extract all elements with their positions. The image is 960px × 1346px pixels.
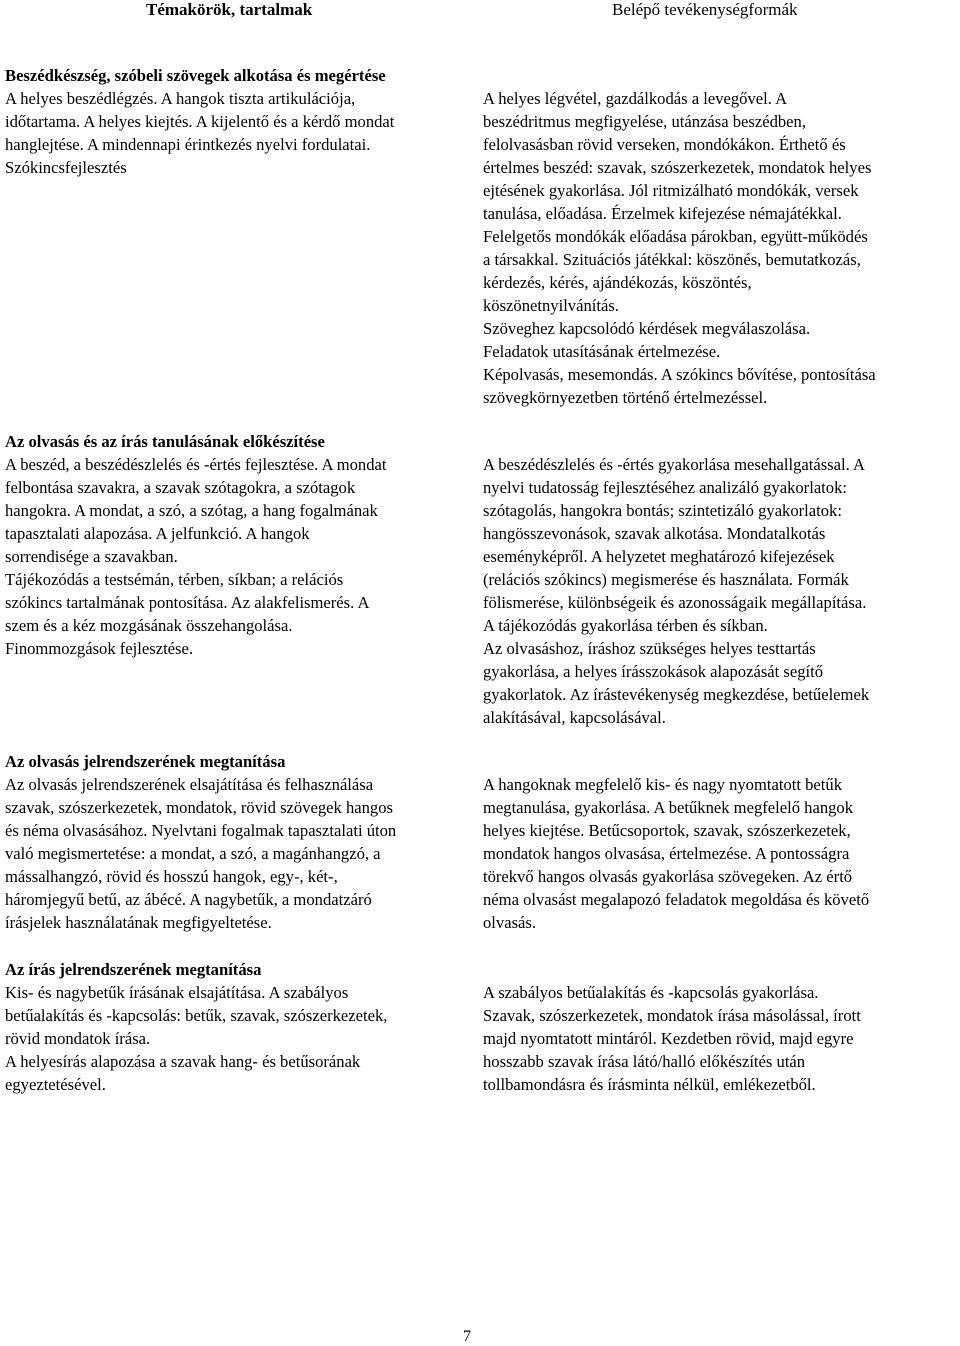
section-writing-activities — [483, 981, 957, 1096]
topic-line: mássalhangzó, rövid és hosszú hangok, egy-, két-, — [5, 867, 338, 886]
activity-line: helyes kiejtése. Betűcsoportok, szavak, szószerkezetek, — [483, 821, 851, 840]
column-header-topics: Témakörök, tartalmak — [146, 0, 313, 19]
topic-line: rövid mondatok írása. — [5, 1029, 151, 1048]
topic-line: A helyes beszédlégzés. A hangok tiszta artikulációja, — [5, 89, 356, 108]
activity-line: a társakkal. Szituációs játékkal: köszönés, bemutatkozás, — [483, 250, 861, 269]
activity-line: kérdezés, kérés, ajándékozás, köszöntés, — [483, 273, 752, 292]
topic-line: és néma olvasásához. Nyelvtani fogalmak tapasztalati úton — [5, 821, 397, 840]
activity-line: szövegkörnyezetben történő értelmezéssel. — [483, 388, 768, 407]
section-speech-topics — [5, 64, 473, 179]
topic-line: szavak, szószerkezetek, mondatok, rövid szövegek hangos — [5, 798, 393, 817]
topic-line: tapasztalati alapozása. A jelfunkció. A hangok — [5, 524, 310, 543]
activity-line: szótagolás, hangokra bontás; szintetizáló gyakorlatok: — [483, 501, 842, 520]
activity-line: A helyes légvétel, gazdálkodás a levegővel. A — [483, 89, 788, 108]
section-prep-activities — [483, 453, 957, 729]
section-reading-topics — [5, 750, 473, 934]
activity-line: beszédritmus megfigyelése, utánzása beszédben, — [483, 112, 806, 131]
topic-line: időtartama. A helyes kiejtés. A kijelentő és a kérdő mondat — [5, 112, 395, 131]
activity-line: ejtésének gyakorlása. Jól ritmizálható mondókák, versek — [483, 181, 859, 200]
activity-line: gyakorlatok. Az írástevékenység megkezdése, betűelemek — [483, 685, 870, 704]
topic-line: sorrendisége a szavakban. — [5, 547, 178, 566]
topic-line: Az olvasás jelrendszerének elsajátítása és felhasználása — [5, 775, 374, 794]
topic-line: felbontása szavakra, a szavak szótagokra, a szótagok — [5, 478, 356, 497]
topic-line: egyeztetésével. — [5, 1075, 106, 1094]
topic-line: A helyesírás alapozása a szavak hang- és betűsorának — [5, 1052, 361, 1071]
activity-line: értelmes beszéd: szavak, szószerkezetek, mondatok helyes — [483, 158, 872, 177]
activity-line: néma olvasást megalapozó feladatok megoldása és követő — [483, 890, 870, 909]
activity-line: törekvő hangos olvasás gyakorlása szövegeken. Az értő — [483, 867, 853, 886]
column-header-activities: Belépő tevékenységformák — [612, 0, 798, 19]
topic-line: hanglejtése. A mindennapi érintkezés nyelvi fordulatai. — [5, 135, 371, 154]
section-title: Az írás jelrendszerének megtanítása — [5, 960, 262, 979]
topic-line: szem és a kéz mozgásának összehangolása. — [5, 616, 293, 635]
activity-line: tanulása, előadása. Érzelmek kifejezése némajátékkal. — [483, 204, 842, 223]
activity-line: A tájékozódás gyakorlása térben és síkban. — [483, 616, 768, 635]
activity-line: Az olvasáshoz, íráshoz szükséges helyes testtartás — [483, 639, 816, 658]
page-number: 7 — [463, 1328, 471, 1345]
section-title: Beszédkészség, szóbeli szövegek alkotása és megértése — [5, 66, 386, 85]
section-reading-activities — [483, 773, 957, 934]
section-writing-topics — [5, 958, 473, 1096]
section-title: Az olvasás és az írás tanulásának előkészítése — [5, 432, 325, 451]
activity-line: Képolvasás, mesemondás. A szókincs bővítése, pontosítása — [483, 365, 876, 384]
activity-line: nyelvi tudatosság fejlesztéséhez analizáló gyakorlatok: — [483, 478, 848, 497]
topic-line: szókincs tartalmának pontosítása. Az alakfelismerés. A — [5, 593, 370, 612]
activity-line: olvasás. — [483, 913, 536, 932]
section-prep-topics — [5, 430, 473, 660]
activity-line: hosszabb szavak írása látó/halló előkészítés után — [483, 1052, 806, 1071]
activity-line: Felelgetős mondókák előadása párokban, együtt-működés — [483, 227, 868, 246]
activity-line: Szavak, szószerkezetek, mondatok írása másolással, írott — [483, 1006, 861, 1025]
activity-line: Feladatok utasításának értelmezése. — [483, 342, 721, 361]
topic-line: A beszéd, a beszédészlelés és -értés fejlesztése. A mondat — [5, 455, 387, 474]
activity-line: tollbamondásra és írásminta nélkül, emlékezetből. — [483, 1075, 816, 1094]
topic-line: való megismertetése: a mondat, a szó, a magánhangzó, a — [5, 844, 381, 863]
activity-line: köszönetnyilvánítás. — [483, 296, 619, 315]
activity-line: Szöveghez kapcsolódó kérdések megválaszolása. — [483, 319, 811, 338]
section-title: Az olvasás jelrendszerének megtanítása — [5, 752, 286, 771]
page-header — [0, 0, 960, 25]
activity-line: A szabályos betűalakítás és -kapcsolás gyakorlása. — [483, 983, 819, 1002]
activity-line: felolvasásban rövid verseken, mondókákon. Érthető és — [483, 135, 846, 154]
topic-line: háromjegyű betű, az ábécé. A nagybetűk, a mondatzáró — [5, 890, 372, 909]
activity-line: eseményképről. A helyzetet meghatározó kifejezések — [483, 547, 835, 566]
activity-line: hangösszevonások, szavak alkotása. Mondatalkotás — [483, 524, 826, 543]
activity-line: A hangoknak megfelelő kis- és nagy nyomtatott betűk — [483, 775, 842, 794]
topic-line: Tájékozódás a testsémán, térben, síkban; a relációs — [5, 570, 344, 589]
topic-line: betűalakítás és -kapcsolás: betűk, szavak, szószerkezetek, — [5, 1006, 388, 1025]
activity-line: A beszédészlelés és -értés gyakorlása mesehallgatással. A — [483, 455, 865, 474]
activity-line: megtanulása, gyakorlása. A betűknek megfelelő hangok — [483, 798, 854, 817]
activity-line: gyakorlása, a helyes írásszokások alapozását segítő — [483, 662, 824, 681]
topic-line: írásjelek használatának megfigyeltetése. — [5, 913, 272, 932]
topic-line: hangokra. A mondat, a szó, a szótag, a hang fogalmának — [5, 501, 378, 520]
activity-line: alakításával, kapcsolásával. — [483, 708, 666, 727]
activity-line: (relációs szókincs) megismerése és használata. Formák — [483, 570, 849, 589]
topic-line: Szókincsfejlesztés — [5, 158, 127, 177]
topic-line: Finommozgások fejlesztése. — [5, 639, 194, 658]
section-speech-activities — [483, 87, 957, 409]
activity-line: mondatok hangos olvasása, értelmezése. A pontosságra — [483, 844, 850, 863]
activity-line: majd nyomtatott mintáról. Kezdetben rövid, majd egyre — [483, 1029, 854, 1048]
activity-line: fölismerése, különbségeik és azonosságaik megállapítása. — [483, 593, 867, 612]
topic-line: Kis- és nagybetűk írásának elsajátítása. A szabályos — [5, 983, 349, 1002]
